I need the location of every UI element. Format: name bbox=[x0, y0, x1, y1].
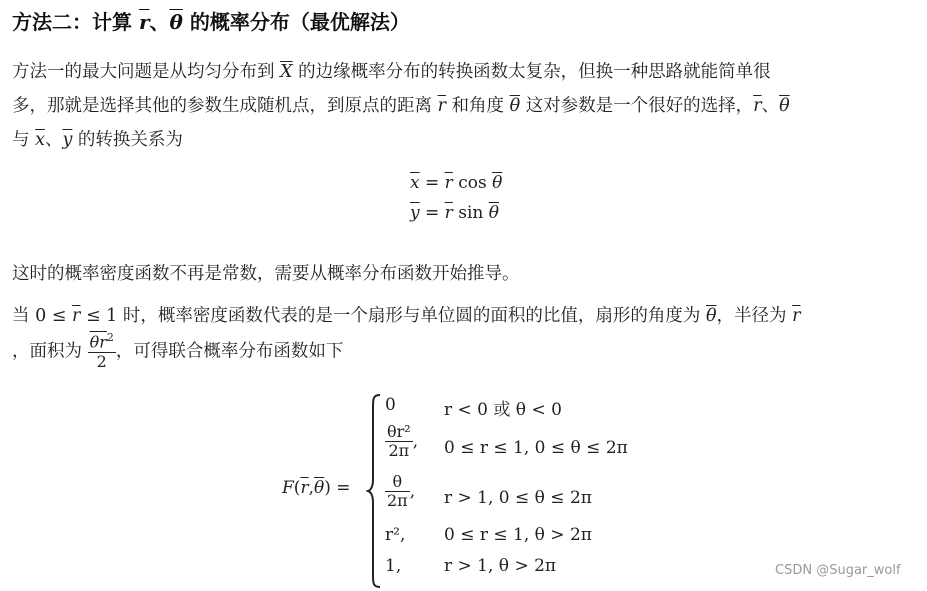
paragraph-line-1: 方法一的最大问题是从均匀分布到 $\overline{X}$ 的边缘概率分布的转换函数太复杂，但换一种思路就能简单很 bbox=[12, 62, 771, 82]
paragraph-3-line-1: 当 $0 \le \overline{r} \le 1$ 时，概率密度函数代表的是一个扇形与单位圆的面积的比值，扇形的角度为 $\overline{\theta}$，半径为 $\overline{r}$ bbox=[12, 306, 801, 326]
equation-y: $\overline{y} = \overline{r}$ $\sin \overline{\theta}$ bbox=[410, 203, 499, 223]
case-2-condition: 0 ≤ r ≤ 1, 0 ≤ θ ≤ 2π bbox=[444, 438, 628, 458]
case-4-condition: 0 ≤ r ≤ 1, θ > 2π bbox=[444, 525, 592, 545]
paragraph-line-2: 多，那就是选择其他的参数生成随机点，到原点的距离 $\overline{r}$ 和角度 $\overline{\theta}$ 这对参数是一个很好的选择，$\overline{r}$、$\overline{\theta}$ bbox=[12, 96, 790, 116]
function-lhs: $F(\overline{r},\overline{\theta})$ = bbox=[282, 478, 351, 498]
case-2-value: $\frac{\text{θr²}}{2\pi}$ , bbox=[387, 422, 419, 461]
equation-x: $\overline{x} = \overline{r}$ $\cos \overline{\theta}$ bbox=[410, 173, 503, 193]
case-5-value: 1, bbox=[385, 556, 402, 576]
paragraph-line-3: 与 $\overline{x}$、$\overline{y}$ 的转换关系为 bbox=[12, 130, 183, 150]
case-3-condition: r > 1, 0 ≤ θ ≤ 2π bbox=[444, 488, 592, 508]
section-title: 方法二：计算 r、θ 的概率分布（最优解法） bbox=[12, 10, 410, 34]
case-1-condition: r < 0 或 θ < 0 bbox=[444, 400, 562, 420]
paragraph-2: 这时的概率密度函数不再是常数，需要从概率分布函数开始推导。 bbox=[12, 264, 520, 284]
area-fraction: $\frac{\overline{\theta}\overline{r}^2}{2}$ bbox=[89, 331, 114, 371]
case-3-value: $\frac{\theta}{2\pi}$ , bbox=[387, 472, 416, 511]
case-1-value: 0 bbox=[385, 395, 396, 415]
paragraph-3-line-2: ，面积为 $\frac{\overline{\theta}\overline{r}^2}{2}$ ，可得联合概率分布函数如下 bbox=[12, 331, 344, 371]
watermark: CSDN @Sugar_wolf bbox=[775, 563, 901, 578]
case-4-value: r², bbox=[385, 525, 406, 545]
left-brace bbox=[366, 393, 382, 589]
case-5-condition: r > 1, θ > 2π bbox=[444, 556, 557, 576]
